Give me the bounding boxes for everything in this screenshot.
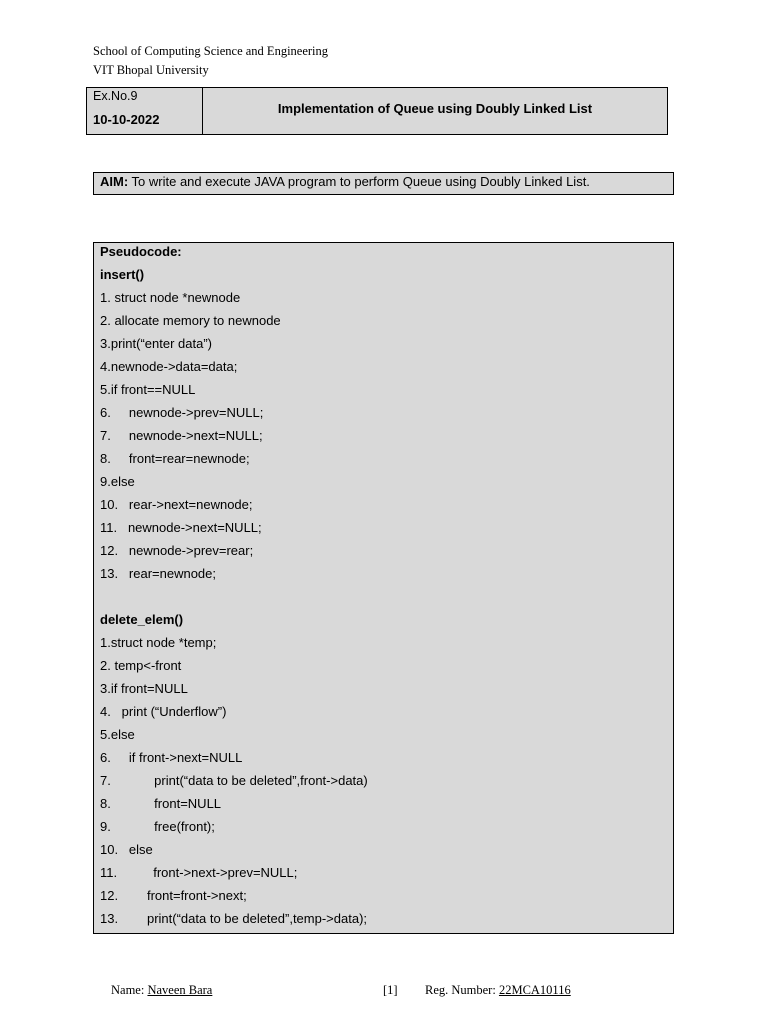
university-name: VIT Bhopal University bbox=[93, 63, 209, 77]
aim-label: AIM: bbox=[100, 174, 129, 189]
pseudocode-line: 13. rear=newnode; bbox=[100, 566, 216, 581]
aim-box bbox=[93, 172, 674, 195]
pseudocode-line: 8. front=rear=newnode; bbox=[100, 451, 250, 466]
pseudocode-line: 12. newnode->prev=rear; bbox=[100, 543, 254, 558]
aim-text: To write and execute JAVA program to perform Queue using Doubly Linked List. bbox=[128, 174, 590, 189]
reg-value: 22MCA10116 bbox=[498, 983, 571, 997]
footer-name bbox=[111, 983, 212, 998]
pseudocode-line: 2. temp<-front bbox=[100, 658, 182, 673]
pseudocode-line: 11. newnode->next=NULL; bbox=[100, 520, 262, 535]
school-name: School of Computing Science and Engineering bbox=[93, 44, 329, 58]
pseudocode-line: 7. newnode->next=NULL; bbox=[100, 428, 263, 443]
pseudocode-line: 2. allocate memory to newnode bbox=[100, 313, 281, 328]
pseudocode-heading: Pseudocode: bbox=[100, 244, 182, 259]
pseudocode-line: 6. if front->next=NULL bbox=[100, 750, 243, 765]
pseudocode-line: 6. newnode->prev=NULL; bbox=[100, 405, 264, 420]
pseudocode-line: 9.else bbox=[100, 474, 135, 489]
pseudocode-line: 10. rear->next=newnode; bbox=[100, 497, 253, 512]
pseudocode-line: 7. print(“data to be deleted”,front->data) bbox=[100, 773, 368, 788]
pseudocode-line: 12. front=front->next; bbox=[100, 888, 247, 903]
pseudocode-line: 1. struct node *newnode bbox=[100, 290, 241, 305]
pseudocode-line: 1.struct node *temp; bbox=[100, 635, 217, 650]
pseudocode-line: 11. front->next->prev=NULL; bbox=[100, 865, 298, 880]
experiment-date: 10-10-2022 bbox=[93, 112, 160, 127]
pseudocode-line: 3.print(“enter data”) bbox=[100, 336, 212, 351]
document-header bbox=[93, 42, 328, 80]
name-label: Name: bbox=[111, 983, 148, 997]
pseudocode-heading: insert() bbox=[100, 267, 145, 282]
pseudocode-line: 13. print(“data to be deleted”,temp->data); bbox=[100, 911, 368, 926]
pseudocode-heading: delete_elem() bbox=[100, 612, 184, 627]
pseudocode-line bbox=[100, 588, 673, 611]
reg-label: Reg. Number: bbox=[425, 983, 499, 997]
experiment-meta bbox=[87, 88, 203, 134]
pseudocode-line: 5.if front==NULL bbox=[100, 382, 196, 397]
pseudocode-line: 3.if front=NULL bbox=[100, 681, 188, 696]
pseudocode-line: 9. free(front); bbox=[100, 819, 215, 834]
pseudocode-line: 5.else bbox=[100, 727, 135, 742]
footer-reg bbox=[425, 983, 571, 998]
pseudocode-line: 10. else bbox=[100, 842, 153, 857]
page-number: [1] bbox=[383, 983, 398, 997]
experiment-title: Implementation of Queue using Doubly Linked List bbox=[277, 100, 593, 116]
experiment-number: Ex.No.9 bbox=[93, 89, 138, 103]
pseudocode-box bbox=[93, 242, 674, 934]
pseudocode-line: 4. print (“Underflow”) bbox=[100, 704, 227, 719]
name-value: Naveen Bara bbox=[147, 983, 213, 997]
pseudocode-line: 8. front=NULL bbox=[100, 796, 222, 811]
experiment-box bbox=[86, 87, 668, 135]
pseudocode-line: 4.newnode->data=data; bbox=[100, 359, 238, 374]
